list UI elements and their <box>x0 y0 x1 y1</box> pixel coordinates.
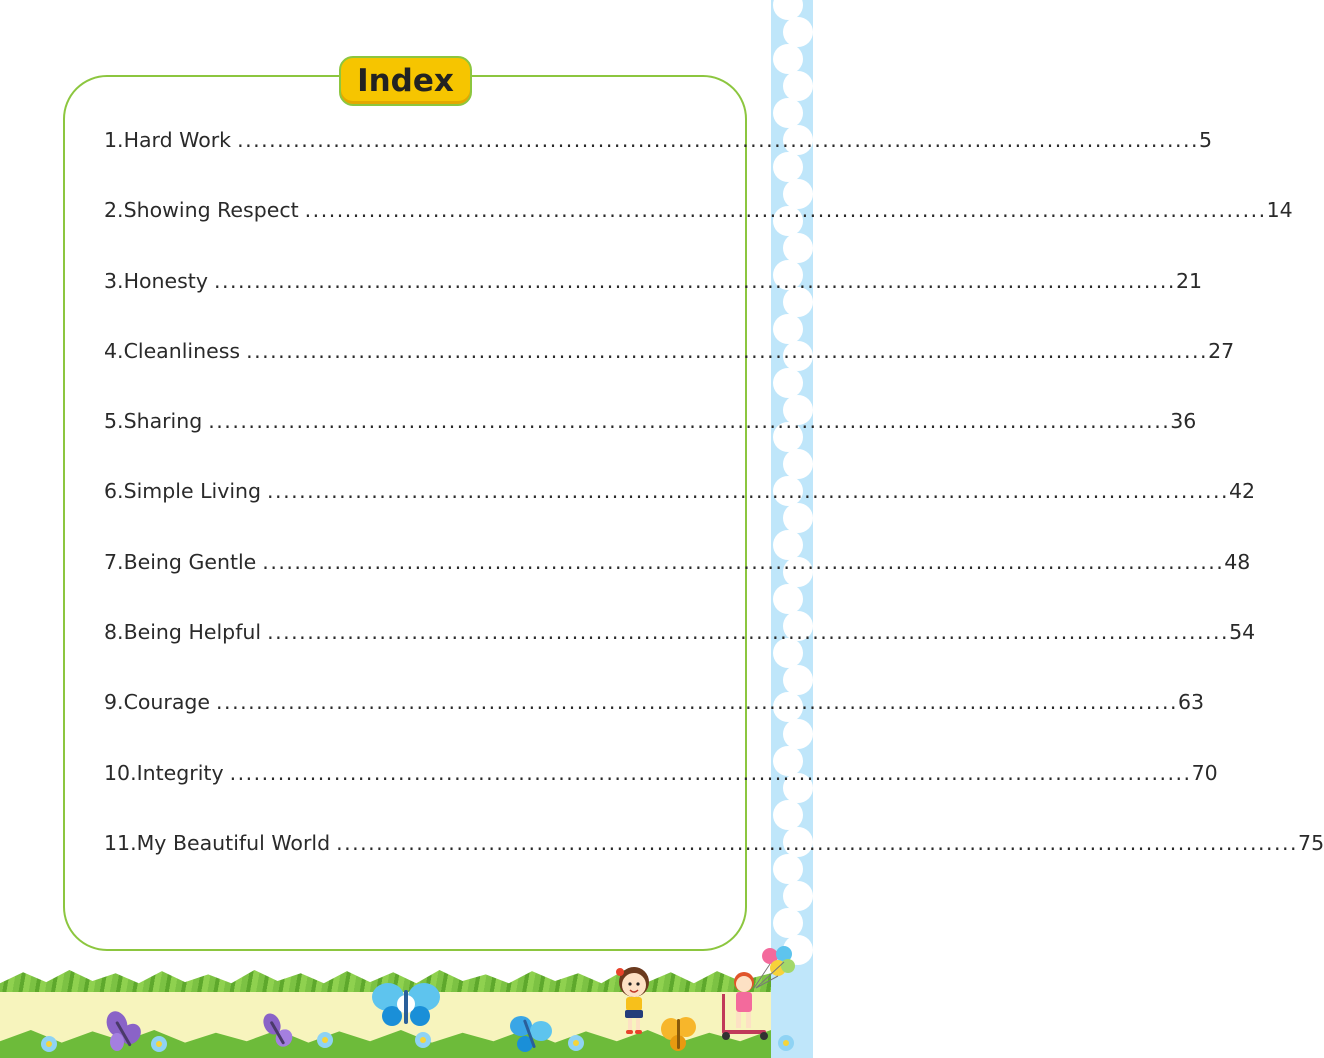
cloud-icon <box>773 368 803 398</box>
toc-entry[interactable] <box>104 338 1235 409</box>
toc-entry-number: 3. <box>104 268 124 293</box>
butterfly-icon <box>370 982 442 1028</box>
toc-leader-dots: ........................................................................................................................ <box>213 268 1176 293</box>
index-title-badge <box>339 56 472 106</box>
toc-entry-number: 4. <box>104 338 124 363</box>
flower-icon <box>38 1034 60 1054</box>
toc-list <box>104 128 1324 901</box>
toc-leader-dots: ........................................................................................................................ <box>336 830 1299 855</box>
toc-entry-page: 75 <box>1298 830 1324 855</box>
cloud-icon <box>773 854 803 884</box>
flower-icon <box>314 1030 336 1050</box>
toc-entry-title: My Beautiful World <box>136 830 331 855</box>
butterfly-icon <box>658 1015 698 1053</box>
flower-icon <box>412 1030 434 1050</box>
toc-entry-title: Being Helpful <box>123 620 262 645</box>
cloud-icon <box>783 17 813 47</box>
cloud-icon <box>783 881 813 911</box>
toc-entry[interactable] <box>104 760 1218 831</box>
toc-entry-number: 1. <box>104 128 124 152</box>
toc-entry[interactable] <box>104 830 1324 901</box>
toc-entry[interactable] <box>104 198 1293 268</box>
toc-entry-number: 5. <box>104 409 124 434</box>
cloud-icon <box>783 719 813 749</box>
toc-entry[interactable] <box>104 409 1197 479</box>
toc-entry-page: 48 <box>1224 549 1251 574</box>
toc-entry-title: Cleanliness <box>123 338 241 363</box>
toc-entry-page: 21 <box>1175 268 1203 293</box>
toc-entry-page: 27 <box>1208 338 1235 363</box>
toc-leader-dots: ........................................................................................................................ <box>267 479 1229 504</box>
cloud-icon <box>783 71 813 101</box>
toc-entry-page: 42 <box>1229 479 1256 504</box>
toc-entry-number: 7. <box>104 549 124 574</box>
toc-leader-dots: ........................................................................................................................ <box>229 760 1192 785</box>
scooter-girl-illustration <box>714 944 800 1056</box>
toc-entry-title: Showing Respect <box>123 198 299 223</box>
cloud-icon <box>773 800 803 830</box>
toc-entry-title: Simple Living <box>123 479 262 504</box>
toc-entry[interactable] <box>104 620 1256 690</box>
toc-leader-dots: ........................................................................................................................ <box>208 409 1171 434</box>
toc-entry[interactable] <box>104 479 1256 549</box>
cloud-icon <box>783 233 813 263</box>
cloud-icon <box>783 449 813 479</box>
toc-entry-page: 14 <box>1266 198 1293 223</box>
toc-entry-title: Hard Work <box>123 128 232 152</box>
toc-entry-number: 11. <box>104 830 137 855</box>
toc-entry-title: Integrity <box>136 760 224 785</box>
toc-leader-dots: ........................................................................................................................ <box>246 338 1209 363</box>
toc-entry-page: 54 <box>1229 620 1256 645</box>
toc-entry-page: 5 <box>1199 128 1213 152</box>
cloud-icon <box>773 908 803 938</box>
toc-entry-number: 9. <box>104 690 124 715</box>
cloud-icon <box>773 44 803 74</box>
toc-entry-page: 70 <box>1191 760 1218 785</box>
toc-entry-number: 2. <box>104 198 124 223</box>
toc-entry-title: Courage <box>123 690 211 715</box>
toc-entry-page: 63 <box>1178 690 1205 715</box>
toc-leader-dots: ........................................................................................................................ <box>267 620 1230 645</box>
cloud-icon <box>773 98 803 128</box>
flower-icon <box>148 1034 170 1054</box>
cloud-icon <box>773 584 803 614</box>
toc-entry-title: Sharing <box>123 409 203 434</box>
page-title: Index <box>357 63 454 99</box>
toc-entry-number: 6. <box>104 479 124 504</box>
toc-entry-title: Being Gentle <box>123 549 257 574</box>
toc-entry[interactable] <box>104 268 1203 339</box>
butterfly-icon <box>505 1013 555 1055</box>
flower-icon <box>565 1033 587 1053</box>
butterfly-icon <box>260 1012 296 1052</box>
toc-entry-number: 10. <box>104 760 137 785</box>
toc-entry[interactable] <box>104 690 1205 760</box>
cloud-icon <box>783 503 813 533</box>
toc-entry-title: Honesty <box>123 268 208 293</box>
butterfly-icon <box>103 1010 145 1054</box>
toc-leader-dots: ........................................................................................................................ <box>237 128 1200 152</box>
toc-entry[interactable] <box>104 549 1251 620</box>
toc-leader-dots: ........................................................................................................................ <box>216 690 1178 715</box>
toc-entry-page: 36 <box>1170 409 1197 434</box>
sky-strip <box>771 0 813 1058</box>
toc-entry[interactable] <box>104 128 1213 198</box>
toc-entry-number: 8. <box>104 620 124 645</box>
cloud-icon <box>773 152 803 182</box>
toc-leader-dots: ........................................................................................................................ <box>262 549 1225 574</box>
toc-leader-dots: ........................................................................................................................ <box>304 198 1267 223</box>
girl-illustration <box>610 964 658 1036</box>
